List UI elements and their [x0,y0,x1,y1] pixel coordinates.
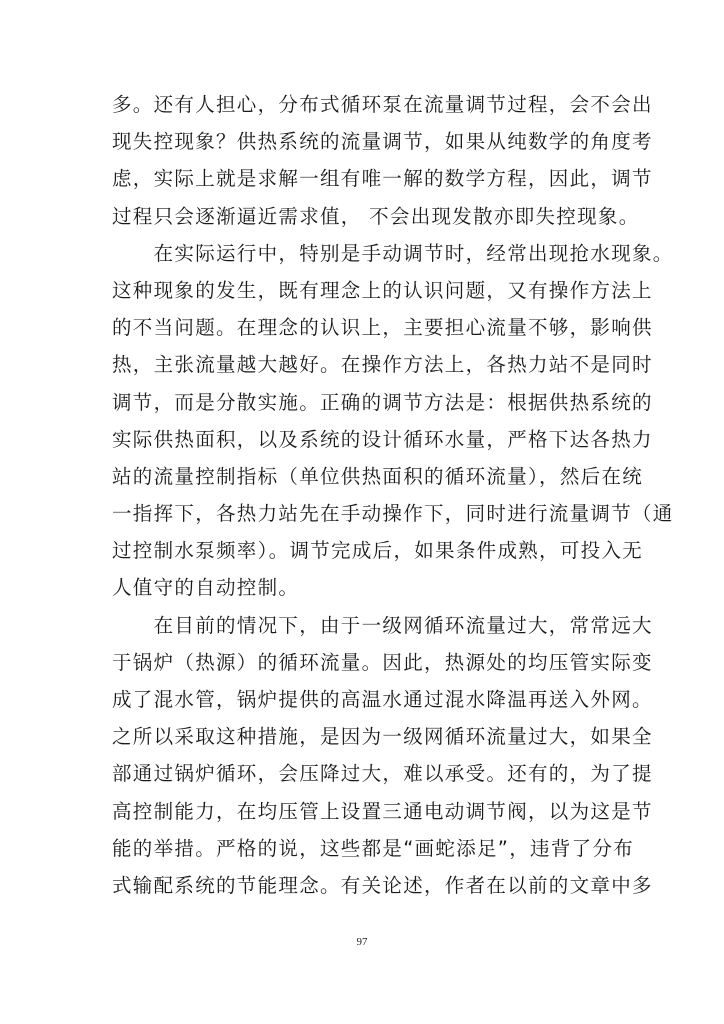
text-line: 实际供热面积，以及系统的设计循环水量，严格下达各热力 [112,427,653,451]
text-line: 高控制能力，在均压管上设置三通电动调节阀，以为这是节 [112,799,653,823]
text-line: 现失控现象？供热系统的流量调节，如果从纯数学的角度考 [112,130,653,154]
text-line: 在实际运行中，特别是手动调节时，经常出现抢水现象。 [112,241,674,265]
body-text [112,86,674,904]
text-line: 多。还有人担心，分布式循环泵在流量调节过程，会不会出 [112,93,653,116]
text-line: 部通过锅炉循环，会压降过大，难以承受。还有的，为了提 [112,762,653,786]
text-line: 热，主张流量越大越好。在操作方法上，各热力站不是同时 [112,353,653,377]
text-line: 在目前的情况下，由于一级网循环流量过大，常常远大 [112,613,653,637]
text-line: 过程只会逐渐逼近需求值， 不会出现发散亦即失控现象。 [112,204,640,228]
text-line: 人值守的自动控制。 [112,576,300,600]
text-line: 这种现象的发生，既有理念上的认识问题，又有操作方法上 [112,278,653,302]
text-line: 一指挥下，各热力站先在手动操作下，同时进行流量调节（通 [112,502,674,526]
text-line: 之所以采取这种措施，是因为一级网循环流量过大，如果全 [112,725,653,749]
text-line: 于锅炉（热源）的循环流量。因此，热源处的均压管实际变 [112,650,653,674]
page-number: 97 [356,936,368,948]
text-line: 式输配系统的节能理念。有关论述，作者在以前的文章中多 [112,873,653,897]
text-line: 过控制水泵频率）。调节完成后，如果条件成熟，可投入无 [112,539,644,563]
text-line: 站的流量控制指标（单位供热面积的循环流量），然后在统 [112,464,644,488]
text-line: 的不当问题。在理念的认识上，主要担心流量不够，影响供 [112,316,653,340]
text-line: 调节，而是分散实施。正确的调节方法是：根据供热系统的 [112,390,653,414]
text-line: 能的举措。严格的说，这些都是“画蛇添足”，违背了分布 [112,836,635,860]
text-line: 虑，实际上就是求解一组有唯一解的数学方程，因此，调节 [112,167,653,191]
text-line: 成了混水管，锅炉提供的高温水通过混水降温再送入外网。 [112,688,653,711]
